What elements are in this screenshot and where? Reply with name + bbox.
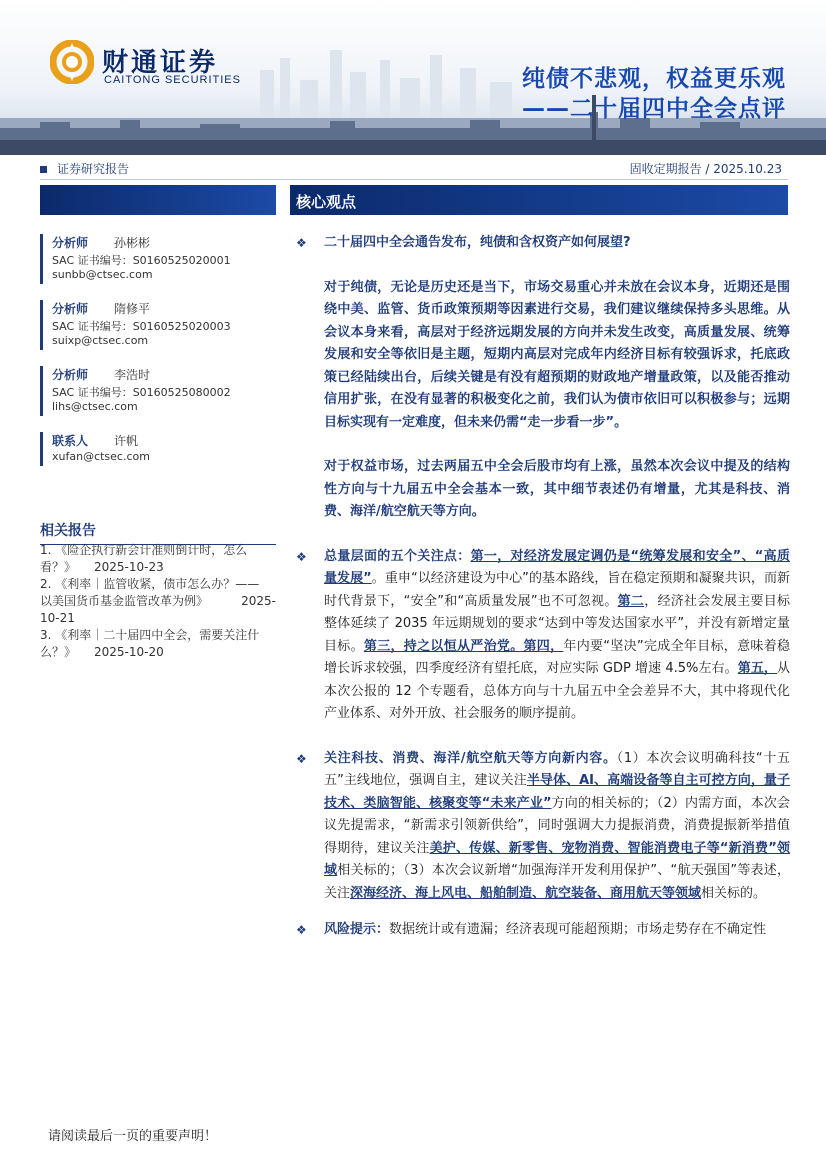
related-report-item[interactable]: 1. 《险企执行新会计准则倒计时，怎么 看？》 2025-10-23 [40, 543, 248, 574]
report-category-date: 固收定期报告 / 2025.10.23 [629, 162, 782, 176]
core-views-title: 核心观点 [296, 193, 357, 211]
core-views-header [290, 185, 788, 215]
sector-focus-bullet: ❖ 关注科技、消费、海洋/航空航天等方向新内容。（1）本次会议明确科技“十五五”主线地位，强调自主，建议关注半导体、AI、高端设备等自主可控方向，量子技术、类脑智能、核聚变等“未来产业”方向的相关标的；（2）内需方面，本次会议先提需求，“新需求引领新供给”，同时强调大力提振消费，消费提振新举措值得期待，建议关注美护、传媒、新零售、宠物消费、智能消费电子等“新消费”领域相关标的；（3）本次会议新增“加强海洋开发利用保护”、“航天强国”等表述，关注深海经济、海上风电、船舶制造、航空装备、商用航天等领域相关标的。 [296, 748, 790, 906]
related-reports-title: 相关报告 [40, 520, 276, 545]
report-header [0, 0, 826, 155]
report-meta-bar [40, 158, 788, 180]
contact-name: 许帆 [114, 434, 139, 448]
left-header-bar [40, 185, 276, 215]
analyst-name: 李浩时 [114, 368, 151, 382]
caitong-logo-icon [50, 40, 94, 84]
analyst-email[interactable]: lihs@ctsec.com [52, 400, 138, 413]
diamond-bullet-icon: ❖ [296, 923, 307, 937]
related-report-item[interactable]: 3. 《利率｜二十届四中全会，需要关注什 么？》 2025-10-20 [40, 628, 260, 659]
report-title: 纯债不悲观，权益更乐观 [522, 66, 786, 92]
related-report-date: 2025-10-20 [94, 645, 164, 659]
analyst-cert: SAC 证书编号：S0160525080002 [52, 386, 231, 399]
report-subtitle: ——二十届四中全会点评 [522, 96, 786, 122]
logo-english-name: CAITONG SECURITIES [104, 74, 241, 86]
related-report-item[interactable]: 2. 《利率｜监管收紧，债市怎么办？—— 以美国货币基金监管改革为例》 2025- 10-21 [40, 577, 276, 625]
risk-warning-bullet: ❖ 风险提示：数据统计或有遗漏；经济表现可能超预期；市场走势存在不确定性 [296, 919, 790, 942]
analyst-email[interactable]: suixp@ctsec.com [52, 334, 149, 347]
disclaimer-note: 请阅读最后一页的重要声明！ [48, 1129, 218, 1144]
core-views-content [296, 232, 790, 942]
analyst-card [40, 366, 276, 416]
analyst-card [40, 234, 276, 284]
analyst-cert: SAC 证书编号：S0160525020001 [52, 254, 231, 267]
analyst-name: 隋修平 [114, 302, 151, 316]
analyst-role: 分析师 [52, 236, 89, 250]
analyst-role: 分析师 [52, 302, 89, 316]
related-reports-list [40, 542, 276, 661]
diamond-bullet-icon: ❖ [296, 236, 307, 250]
contact-email[interactable]: xufan@ctsec.com [52, 450, 150, 463]
bond-view-paragraph: 对于纯债，无论是历史还是当下，市场交易重心并未放在会议本身，近期还是围绕中美、监管、货币政策预期等因素进行交易，我们建议继续保持多头思维。从会议本身来看，高层对于经济远期发展的方向并未发生改变，高质量发展、统筹发展和安全等依旧是主题，短期内高层对完成年内经济目标有较强诉求，托底政策已经陆续出台，后续关键是有没有超预期的财政地产增量政策，以及能否推动信用扩张，在没有显著的积极变化之前，我们认为债市依旧可以积极参与；远期目标实现有一定难度，但未来仍需“走一步看一步”。 [324, 279, 790, 430]
analyst-cert: SAC 证书编号：S0160525020003 [52, 320, 231, 333]
analyst-role: 分析师 [52, 368, 89, 382]
logo-chinese-name: 财通证券 [102, 48, 219, 78]
analyst-email[interactable]: sunbb@ctsec.com [52, 268, 153, 281]
focus-points-bullet: ❖ 总量层面的五个关注点：第一，对经济发展定调仍是“统筹发展和安全”、“高质量发展”。重申“以经济建设为中心”的基本路线，旨在稳定预期和凝聚共识，而新时代背景下，“安全”和“高质量发展”也不可忽视。第二，经济社会发展主要目标整体延续了 2035 年远期规划的要求“达到中等发达国家水平”，并没有新增定量目标。第三，持之以恒从严治党。第四，年内要“坚决”完成全年目标，意味着稳增长诉求较强，四季度经济有望托底，对应实际 GDP 增速 4.5%左右。第五，从本次公报的 12 个专题看，总体方向与十九届五中全会差异不大，其中将现代化产业体系、对外开放、社会服务的顺序提前。 [296, 546, 790, 726]
core-question: ❖ 二十届四中全会通告发布，纯债和含权资产如何展望? [296, 232, 790, 255]
square-bullet-icon [40, 166, 47, 173]
related-report-date: 2025-10-23 [94, 560, 164, 574]
analyst-name: 孙彬彬 [114, 236, 151, 250]
diamond-bullet-icon: ❖ [296, 751, 307, 766]
related-report-date: 2025- [241, 594, 276, 608]
caitong-logo [50, 40, 250, 92]
contact-card [40, 432, 276, 466]
contact-role: 联系人 [52, 434, 89, 448]
report-type: 证券研究报告 [40, 160, 129, 177]
diamond-bullet-icon: ❖ [296, 549, 307, 564]
analyst-card [40, 300, 276, 350]
equity-view-paragraph: 对于权益市场，过去两届五中全会后股市均有上涨，虽然本次会议中提及的结构性方向与十九届五中全会基本一致，其中细节表述仍有增量，尤其是科技、消费、海洋/航空航天等方向。 [324, 459, 790, 519]
